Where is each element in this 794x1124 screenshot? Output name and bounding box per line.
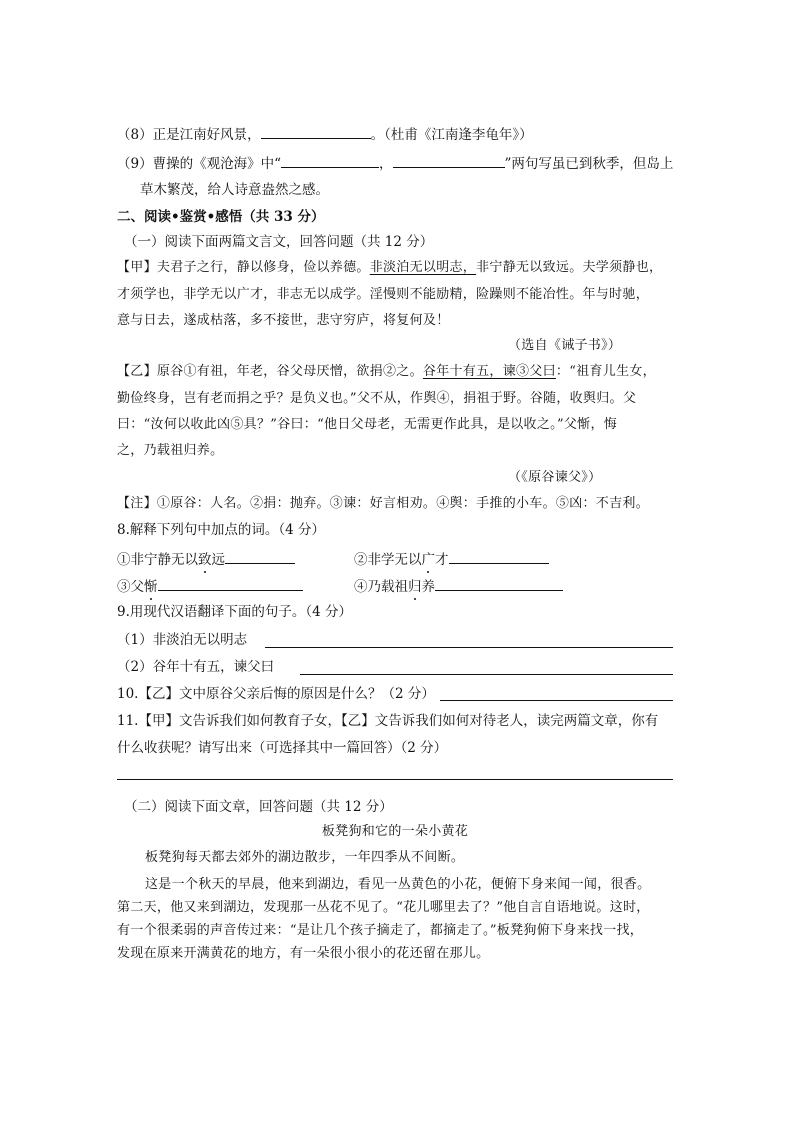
passage-jia-source: （选自《诫子书》） (508, 338, 622, 353)
passage-yi-line-3: 曰：“汝何以收此凶⑤具？”谷曰：“他日父母老，无需更作此具，是以收之。”父惭，悔 (117, 417, 618, 432)
question-9-line: （9）曹操的《观沧海》中“ ， ”两句写虽已到秋季，但岛上 (117, 153, 673, 174)
answer-blank[interactable] (435, 576, 563, 591)
passage-jia-line-1: 【甲】夫君子之行，静以修身，俭以养德。非淡泊无以明志，非宁静无以致远。夫学须静也， (117, 260, 663, 275)
explain-item-1: ①非宁静无以致远 (117, 549, 295, 570)
annotation-note: 【注】①原谷：人名。②捐：抛弃。③谏：好言相劝。④舆：手推的小车。⑤凶：不吉利。 (117, 496, 650, 511)
explain-item-3: ③父惭 (117, 576, 303, 597)
question-10: 10.【乙】文中原谷父亲后悔的原因是什么？（2 分） (117, 686, 435, 702)
passage-yi-line-2: 勤俭终身，岂有老而捐之乎？是负义也。”父不从，作舆④，捐祖于野。谷随，收舆归。父 (117, 391, 637, 406)
story-paragraph-2-line-1: 这是一个秋天的早晨，他来到湖边，看见一丛黄色的小花，便俯下身来闻一闻，很香。 (145, 877, 651, 892)
passage-jia-line-3: 意与日去，遂成枯落，多不接世，悲守穷庐，将复何及！ (117, 313, 450, 328)
passage-yi-line-4: 之，乃载祖归养。 (117, 443, 224, 458)
story-paragraph-2-line-4: 发现在原来开满黄花的地方，有一朵很小很小的花还留在那儿。 (117, 946, 490, 961)
answer-line[interactable] (300, 674, 673, 675)
question-8-explain-title: 8.解释下列句中加点的词。（4 分） (117, 522, 326, 538)
question-9-translate-title: 9.用现代汉语翻译下面的句子。（4 分） (117, 604, 353, 620)
answer-blank[interactable] (261, 124, 371, 139)
question-11-line-1: 11.【甲】文告诉我们如何教育子女，【乙】文告诉我们如何对待老人，读完两篇文章，你有 (117, 713, 659, 729)
underlined-sentence: 非淡泊无以明志， (369, 260, 477, 275)
answer-blank[interactable] (393, 153, 505, 168)
underlined-sentence: 谷年十有五，谏③父曰 (422, 364, 556, 379)
dotted-word: 归 (408, 579, 422, 595)
passage-yi-source: （《原谷谏父》） (508, 470, 602, 485)
section-heading: 二、阅读•鉴赏•感悟（共 33 分） (117, 209, 325, 225)
translate-item-2: （2）谷年十有五，谏父曰 (117, 659, 275, 675)
answer-blank[interactable] (225, 549, 295, 564)
question-11-line-2: 什么收获呢？请写出来（可选择其中一篇回答）（2 分） (117, 740, 448, 756)
dotted-word: 广 (421, 552, 435, 568)
answer-line[interactable] (440, 700, 673, 701)
part-2-heading: （二）阅读下面文章，回答问题（共 12 分） (124, 799, 393, 815)
explain-item-2: ②非学无以广才 (354, 549, 549, 570)
answer-line[interactable] (117, 779, 673, 780)
answer-line[interactable] (265, 647, 673, 648)
answer-blank[interactable] (281, 153, 379, 168)
story-paragraph-2-line-3: 有一个很柔弱的声音传过来：“是让几个孩子摘走了，都摘走了。”板凳狗俯下身来找一找， (117, 923, 644, 938)
explain-item-4: ④乃载祖归养 (354, 576, 563, 597)
question-8-line: （8）正是江南好风景， 。（杜甫《江南逢李龟年》） (117, 124, 533, 145)
story-title: 板凳狗和它的一朵小黄花 (321, 824, 469, 839)
dotted-word: 惭 (144, 579, 158, 595)
passage-yi-line-1: 【乙】原谷①有祖，年老，谷父母厌憎，欲捐②之。谷年十有五，谏③父曰：“祖育儿生女， (117, 364, 656, 379)
part-1-heading: （一）阅读下面两篇文言文，回答问题（共 12 分） (124, 234, 434, 250)
answer-blank[interactable] (158, 576, 303, 591)
passage-jia-line-2: 才须学也，非学无以广才，非志无以成学。淫慢则不能励精，险躁则不能冶性。年与时驰， (117, 287, 650, 302)
translate-item-1: （1）非淡泊无以明志 (117, 632, 248, 648)
story-paragraph-1: 板凳狗每天都去郊外的湖边散步，一年四季从不间断。 (145, 850, 465, 865)
dotted-word: 致 (198, 552, 212, 568)
story-paragraph-2-line-2: 第二天，他又来到湖边，发现那一丛花不见了。“花儿哪里去了？”他自言自语地说。这时， (117, 900, 650, 915)
answer-blank[interactable] (449, 549, 549, 564)
question-9-line-2: 草木繁茂，给人诗意盎然之感。 (140, 182, 329, 198)
